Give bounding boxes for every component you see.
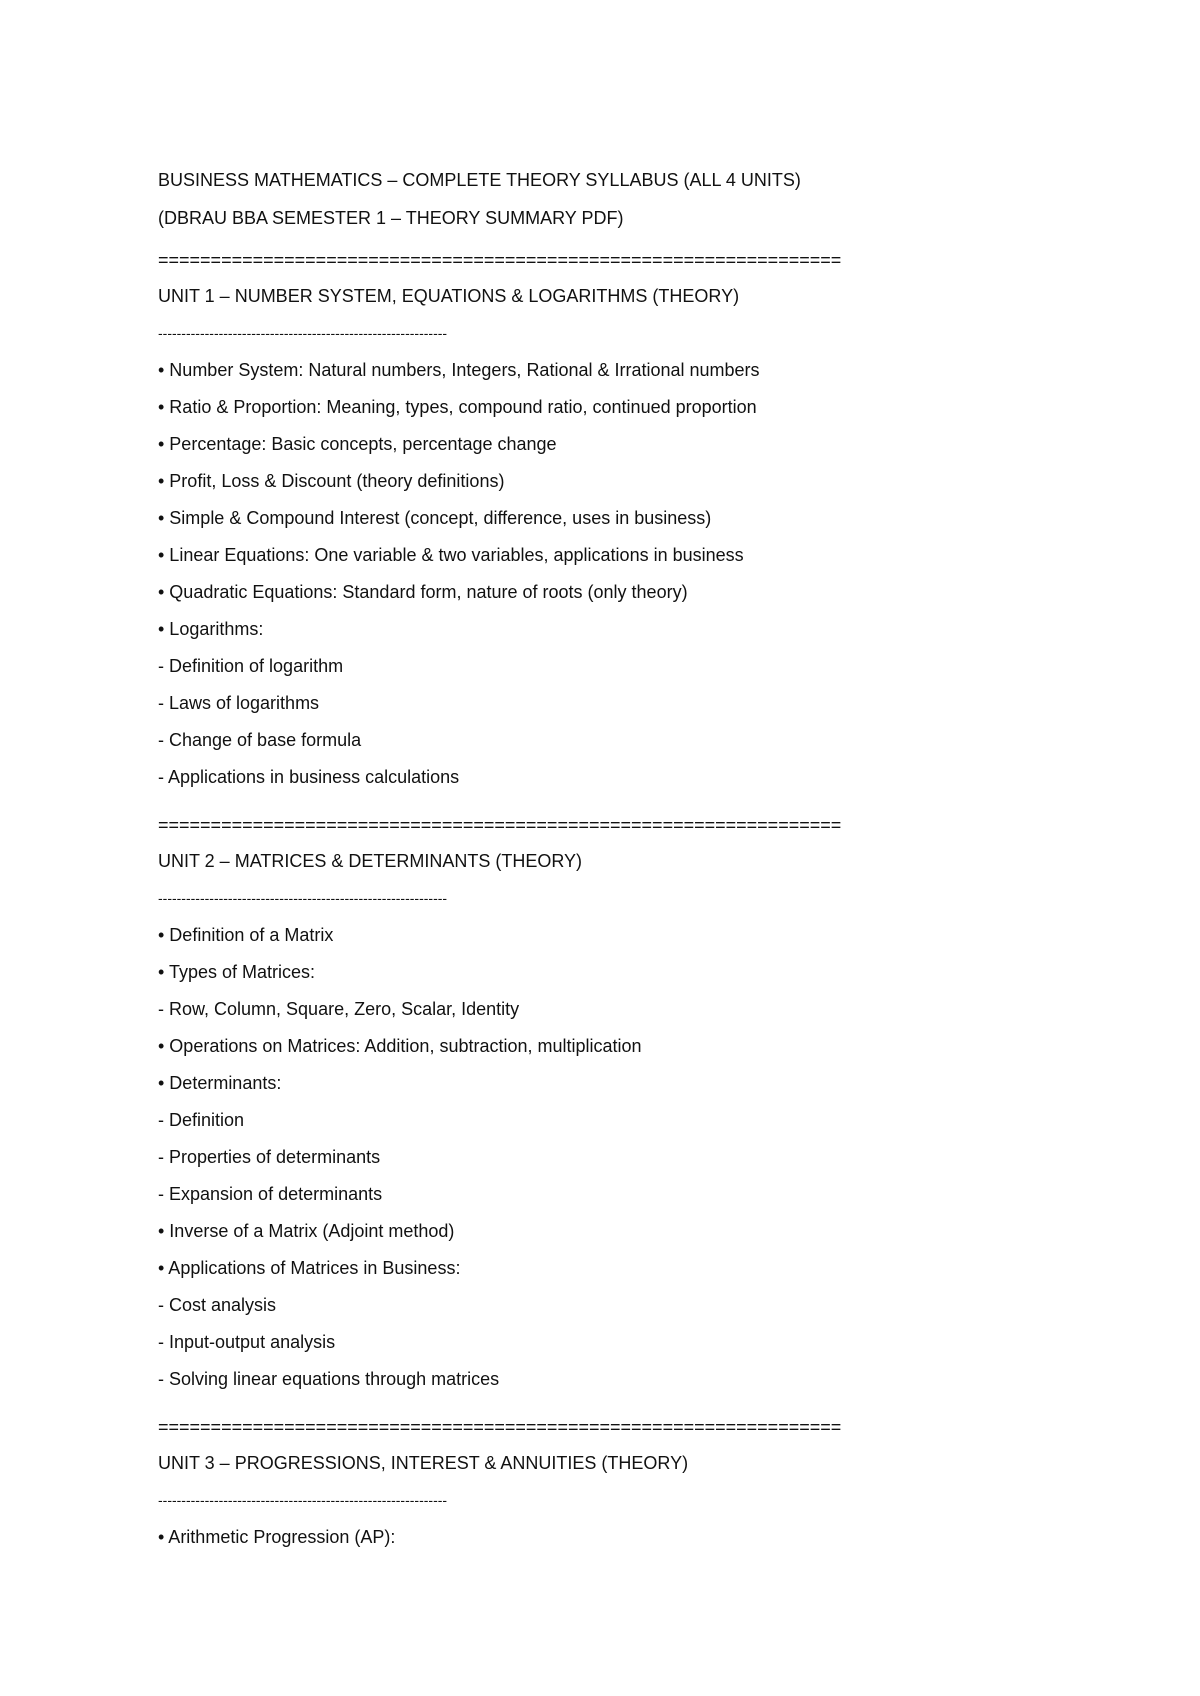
unit-1-item: - Applications in business calculations [158,767,460,787]
document-title: BUSINESS MATHEMATICS – COMPLETE THEORY SYLLABUS (ALL 4 UNITS) [158,170,801,190]
unit-1-item: • Number System: Natural numbers, Integers, Rational & Irrational numbers [158,360,760,380]
unit-2-item: - Cost analysis [158,1295,277,1315]
separator-equals: ================================================================= [158,815,842,835]
unit-2-title: UNIT 2 – MATRICES & DETERMINANTS (THEORY) [158,851,583,871]
unit-1-item: - Change of base formula [158,730,362,750]
unit-2-item: - Expansion of determinants [158,1184,383,1204]
unit-1-item: • Percentage: Basic concepts, percentage change [158,434,557,454]
unit-1-item: • Quadratic Equations: Standard form, nature of roots (only theory) [158,582,688,602]
separator-equals: ================================================================= [158,1417,842,1437]
separator-dashes: -------------------------------------------------------------- [158,325,448,341]
unit-1-item: • Simple & Compound Interest (concept, difference, uses in business) [158,508,712,528]
document-content [158,170,1058,1547]
unit-1-item: • Linear Equations: One variable & two variables, applications in business [158,545,744,565]
unit-1-item: • Profit, Loss & Discount (theory definitions) [158,471,505,491]
unit-1-item: - Definition of logarithm [158,656,344,676]
separator-dashes: -------------------------------------------------------------- [158,1492,448,1508]
unit-2-item: • Types of Matrices: [158,962,316,982]
document-subtitle: (DBRAU BBA SEMESTER 1 – THEORY SUMMARY PDF) [158,208,624,228]
unit-1-item: • Logarithms: [158,619,264,639]
unit-2-item: - Row, Column, Square, Zero, Scalar, Identity [158,999,520,1019]
unit-2-item: • Definition of a Matrix [158,925,334,945]
separator-equals: ================================================================= [158,250,842,270]
separator-dashes: -------------------------------------------------------------- [158,890,448,906]
unit-1-title: UNIT 1 – NUMBER SYSTEM, EQUATIONS & LOGARITHMS (THEORY) [158,286,740,306]
unit-2-item: - Input-output analysis [158,1332,336,1352]
unit-2-item: • Determinants: [158,1073,282,1093]
unit-2-item: • Inverse of a Matrix (Adjoint method) [158,1221,455,1241]
unit-1-item: • Ratio & Proportion: Meaning, types, compound ratio, continued proportion [158,397,757,417]
unit-2-item: - Properties of determinants [158,1147,381,1167]
unit-2-item: - Solving linear equations through matrices [158,1369,500,1389]
unit-1-item: - Laws of logarithms [158,693,320,713]
unit-3-title: UNIT 3 – PROGRESSIONS, INTEREST & ANNUITIES (THEORY) [158,1453,689,1473]
unit-2-item: • Operations on Matrices: Addition, subtraction, multiplication [158,1036,642,1056]
unit-2-item: • Applications of Matrices in Business: [158,1258,461,1278]
unit-2-item: - Definition [158,1110,245,1130]
unit-3-item: • Arithmetic Progression (AP): [158,1527,396,1547]
